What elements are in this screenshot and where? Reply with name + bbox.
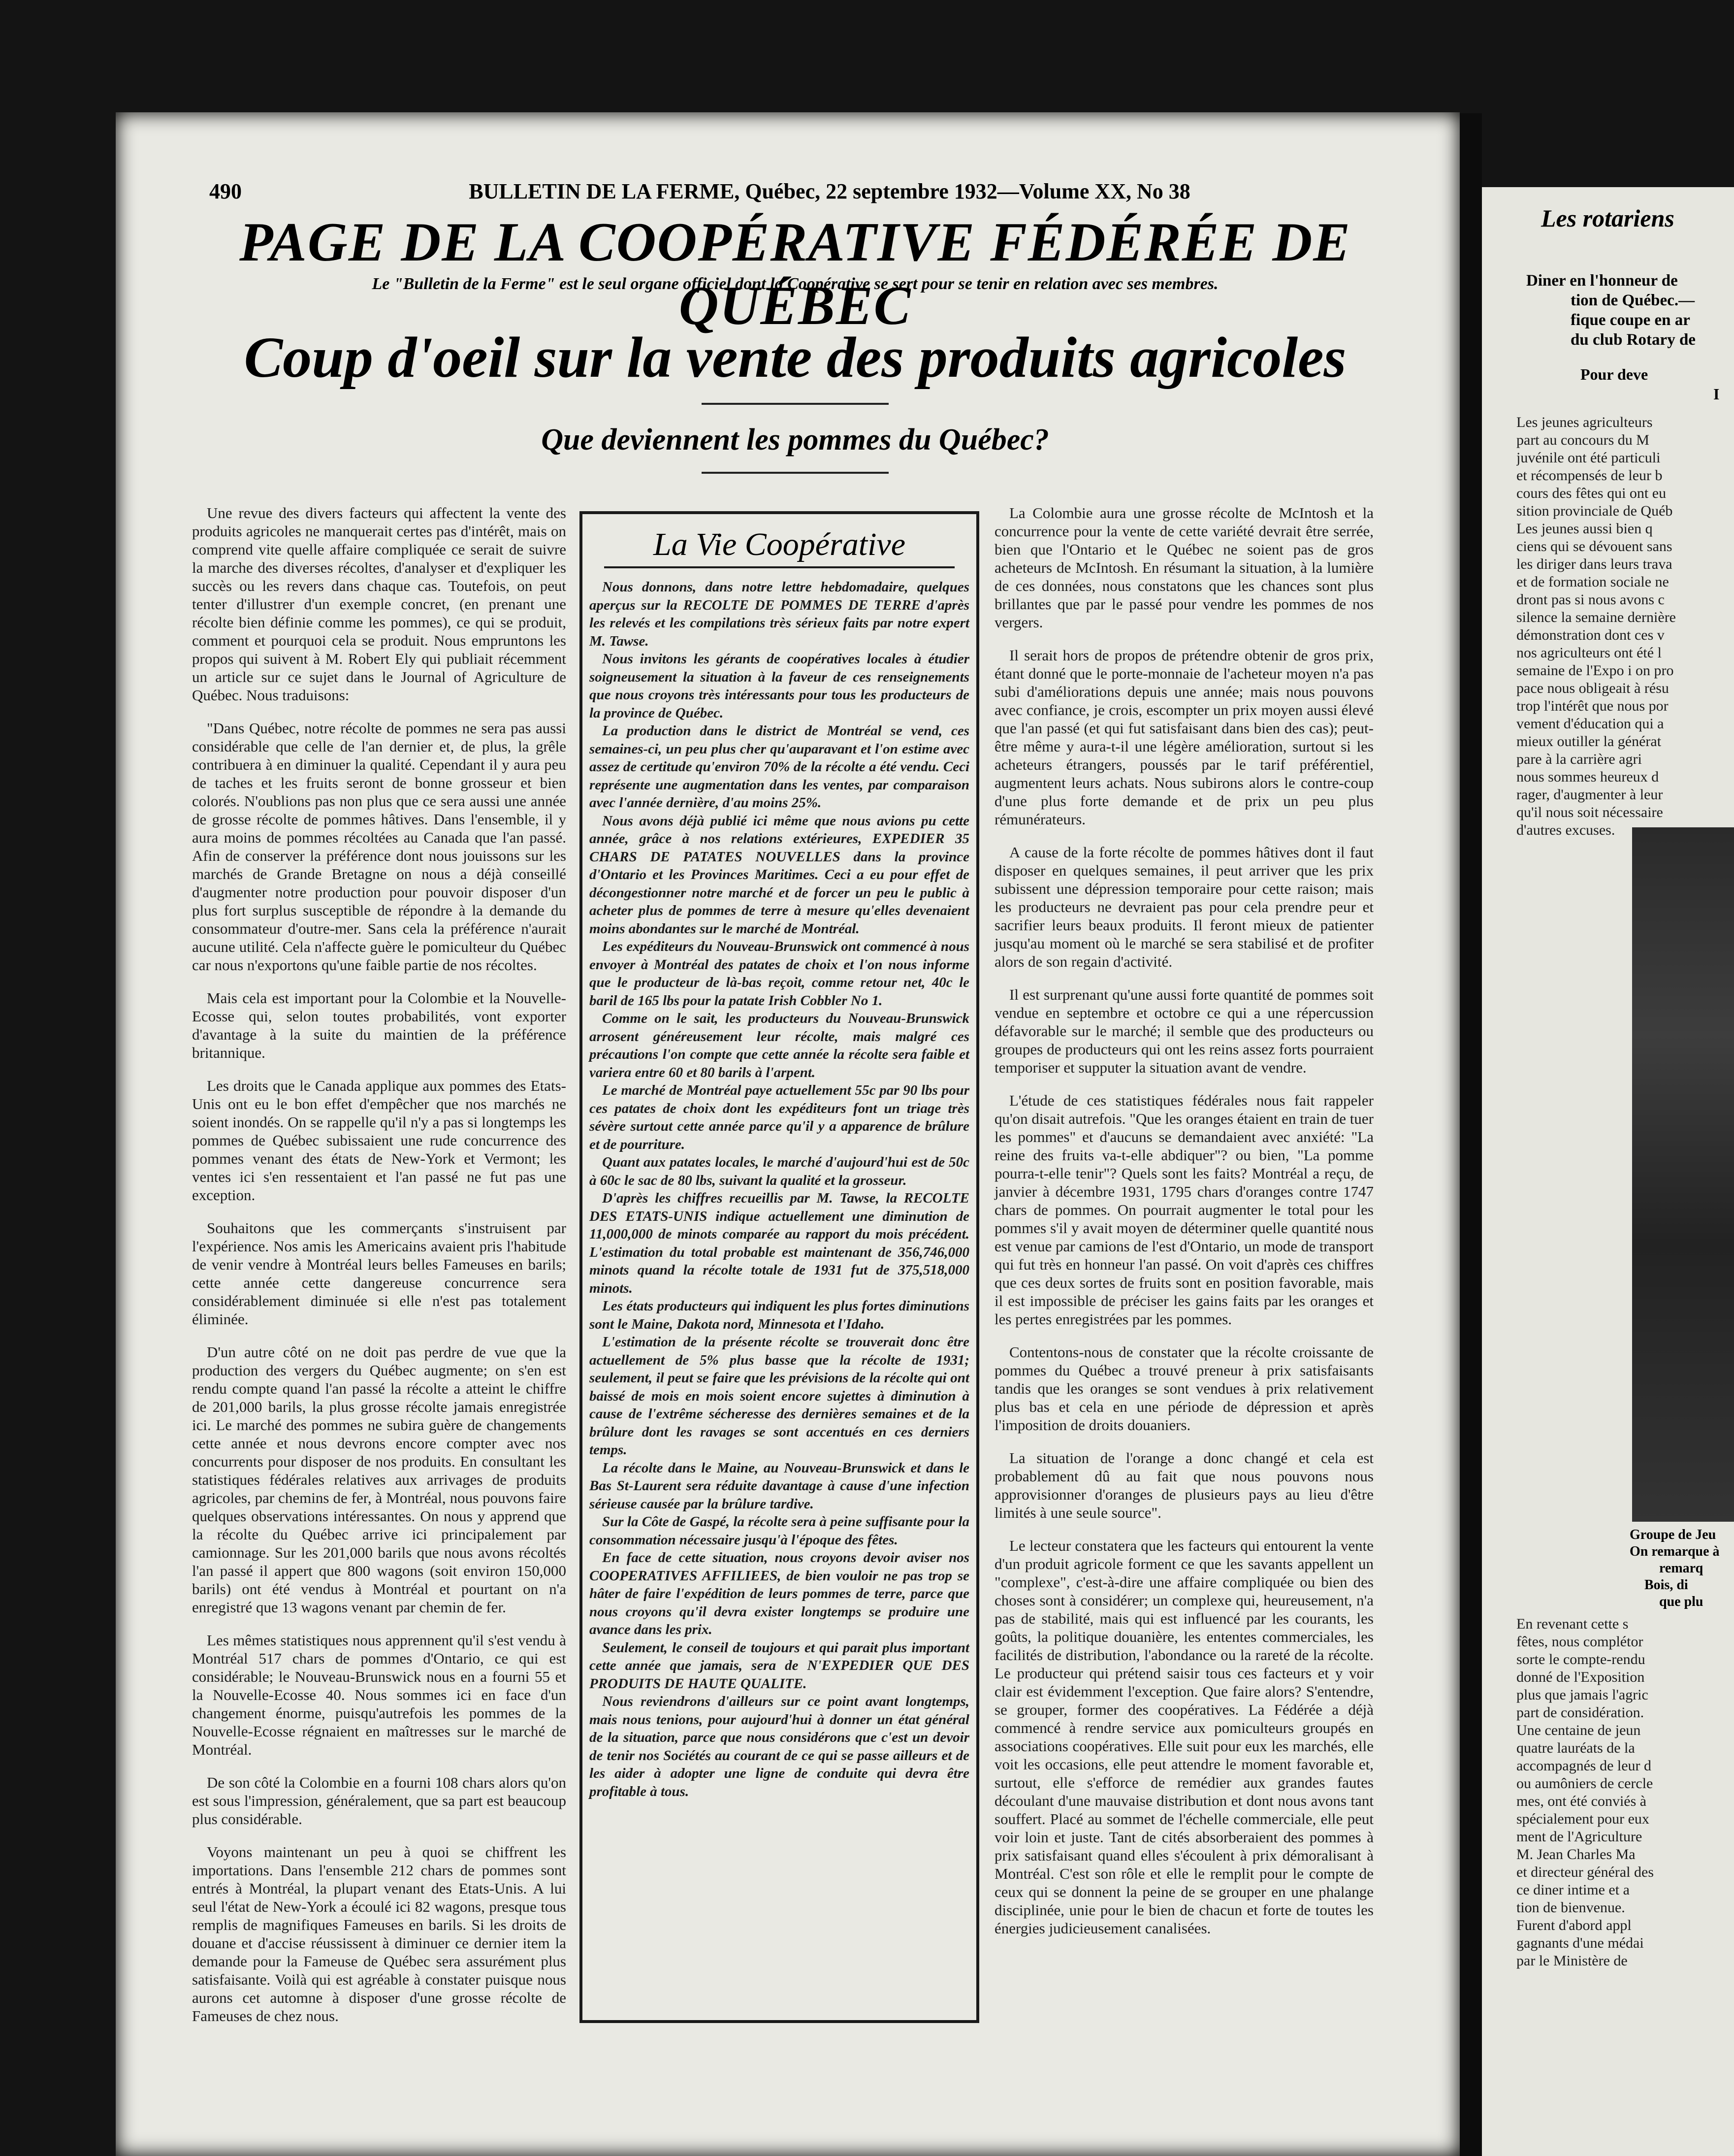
paragraph: Quant aux patates locales, le marché d'aujourd'hui est de 50c à 60c le sac de 80 lbs, suivant la qualité et la grosseur. — [589, 1154, 969, 1188]
text-line: mes, ont été conviés à — [1516, 1793, 1647, 1809]
left-column — [192, 504, 566, 2040]
paragraph: D'après les chiffres recueillis par M. Tawse, la RECOLTE DES ETATS-UNIS indique actuellement une diminution de 11,000,000 de minots comparée au rapport du mois précédent. L'estimation du total probable est maintenant de 356,746,000 minots quand la récolte totale de 1931 fut de 375,518,000 minots. — [589, 1190, 969, 1296]
text-line: ou aumôniers de cercle — [1516, 1775, 1653, 1792]
heading-line: Diner en l'honneur de — [1526, 272, 1678, 290]
paragraph: Contentons-nous de constater que la récolte croissante de pommes du Québec a trouvé preneur à prix satisfaisants tandis que les oranges se sont vendues à prix relativement plus bas et cela en une période de dépression et après l'imposition de droits douaniers. — [995, 1343, 1374, 1434]
text-line: sition provinciale de Québ — [1516, 503, 1673, 519]
text-line: accompagnés de leur d — [1516, 1758, 1652, 1774]
paragraph: Les expéditeurs du Nouveau-Brunswick ont commencé à nous envoyer à Montréal des patates de choix et l'on nous informe que le producteur de là-bas reçoit, comme retour net, 40c le baril de 165 lbs pour la patate Irish Cobbler No 1. — [589, 939, 969, 1009]
paragraph: Les droits que le Canada applique aux pommes des Etats-Unis ont eu le bon effet d'empêcher que nos marchés ne soient inondés. On se rappelle qu'il n'y a pas si longtemps les pommes de Québec subissaient une rude concurrence des pommes venant des états de New-York et Vermont; les ventes ici s'en ressentaient et l'an passé ne fut pas une exception. — [192, 1077, 566, 1204]
text-line: tion de bienvenue. — [1516, 1899, 1625, 1916]
text-line: d'autres excuses. — [1516, 822, 1615, 838]
text-line: pare à la carrière agri — [1516, 751, 1642, 767]
paragraph: L'estimation de la présente récolte se trouverait donc être actuellement de 5% plus basse que la récolte de 1931; seulement, il peut se faire que les prévisions de la récolte qui ont baissé de mois en mois soient encore sujettes à diminution à cause de l'extrême sécheresse des dernières semaines et de la brûlure dont les ravages se sont accentués en ces derniers temps. — [589, 1334, 969, 1458]
text-line: rager, d'augmenter à leur — [1516, 786, 1663, 803]
text-line: les diriger dans leurs trava — [1516, 556, 1672, 572]
issue-line: BULLETIN DE LA FERME, Québec, 22 septembre 1932—Volume XX, No 38 — [469, 179, 1190, 203]
running-header — [209, 179, 1386, 204]
adjacent-subheading — [1580, 364, 1719, 404]
caption-line: que plu — [1659, 1594, 1703, 1609]
paragraph: Nous invitons les gérants de coopératives locales à étudier soigneusement la situation à la faveur de ces renseignements que nous croyons très intéressants pour tous les producteurs de la province de Québec. — [589, 651, 969, 721]
heading-line: tion de Québec.— — [1571, 292, 1695, 309]
text-line: plus que jamais l'agric — [1516, 1687, 1648, 1703]
caption-line: On remarque à — [1630, 1544, 1720, 1559]
text-line: sorte le compte-rendu — [1516, 1651, 1645, 1667]
page-title: PAGE DE LA COOPÉRATIVE FÉDÉRÉE DE QUÉBEC — [239, 212, 1351, 336]
text-line: démonstration dont ces v — [1516, 627, 1665, 643]
paragraph: D'un autre côté on ne doit pas perdre de vue que la production des vergers du Québec augmente; on s'en est rendu compte quand l'an passé la récolte a atteint le chiffre de 201,000 barils, la plus grosse récolte jamais enregistrée ici. Le marché des pommes ne subira guère de changements cette année et nous devrons encore compter avec nos concurrents pour disposer de nos produits. En consultant les statistiques fédérales relatives aux arrivages de produits agricoles, par chemins de fer, à Montréal, nous pouvons faire quelques observations intéressantes. On nous y apprend que la récolte du Québec arrive ici principalement par camionnage. Sur les 201,000 barils que nous avons récoltés l'an passé il appert que 800 wagons (soit environ 150,000 barils) ont été vendus à Montréal et pourtant on n'a enregistré que 13 wagons venant par chemin de fer. — [192, 1343, 566, 1616]
paragraph: Souhaitons que les commerçants s'instruisent par l'expérience. Nos amis les Americains avaient pris l'habitude de venir vendre à Montréal leurs belles Fameuses en barils; cette année cette dangereuse concurrence sera considérablement diminuée si elle n'est pas totalement éliminée. — [192, 1219, 566, 1328]
text-line: pace nous obligeait à résu — [1516, 680, 1669, 696]
text-line: et directeur général des — [1516, 1864, 1654, 1880]
adjacent-page-title: Les rotariens — [1541, 204, 1674, 232]
text-line: juvénile ont été particuli — [1516, 450, 1661, 466]
text-line: gagnants d'une médai — [1516, 1935, 1644, 1951]
paragraph: Le marché de Montréal paye actuellement 55c par 90 lbs pour ces patates de choix dont les expéditeurs font un triage très sévère surtout cette année parce qu'il y a apparence de brûlure et de pourriture. — [589, 1082, 969, 1152]
adjacent-column-top — [1516, 414, 1734, 839]
text-line: cours des fêtes qui ont eu — [1516, 485, 1667, 501]
paragraph: Nous reviendrons d'ailleurs sur ce point avant longtemps, mais nous tenions, pour aujourd'hui à donner un état général de la situation, parce que nous considérons que c'est un devoir de tenir nos Sociétés au courant de ce qui se passe ailleurs et de les aider à adopter une ligne de conduite qui devra être profitable à tous. — [589, 1694, 969, 1799]
paragraph: La production dans le district de Montréal se vend, ces semaines-ci, un peu plus cher qu'auparavant et l'on estime avec assez de certitude qu'environ 70% de la récolte a été vendu. Ceci représente une augmentation dans les ventes, par comparaison avec l'année dernière, d'au moins 25%. — [589, 723, 969, 811]
photo-caption — [1630, 1527, 1734, 1610]
la-vie-cooperative-box — [579, 511, 979, 2023]
page-number: 490 — [209, 179, 242, 203]
paragraph: De son côté la Colombie en a fourni 108 chars alors qu'on est sous l'impression, généralement, que sa part est beaucoup plus considérable. — [192, 1774, 566, 1828]
paragraph: Il serait hors de propos de prétendre obtenir de gros prix, étant donné que le porte-monnaie de l'acheteur moyen n'a pas subi d'améliorations depuis une année; mais nous pouvons avec confiance, je crois, escompter un prix moyen aussi élevé que l'an passé (et qui fut satisfaisant dans bien des cas); peut-être même y aura-t-il une légère amélioration, surtout si les acheteurs étrangers, poussés par le tarif préférentiel, augmentent leurs achats. Nous subirons alors le contre-coup d'une plus forte demande et de prix un peu plus rémunérateurs. — [995, 647, 1374, 828]
text-line: trop l'intérêt que nous por — [1516, 698, 1669, 714]
paragraph: Nous donnons, dans notre lettre hebdomadaire, quelques aperçus sur la RECOLTE DE POMMES DE TERRE d'après les relevés et les compilations très sérieux faits par notre expert M. Tawse. — [589, 579, 969, 649]
text-line: et récompensés de leur b — [1516, 467, 1663, 484]
caption-line: remarq — [1659, 1561, 1703, 1576]
text-line: et de formation sociale ne — [1516, 574, 1669, 590]
text-line: dront pas si nous avons c — [1516, 591, 1665, 608]
text-line: En revenant cette s — [1516, 1616, 1629, 1632]
box-body — [589, 578, 969, 1800]
paragraph: Voyons maintenant un peu à quoi se chiffrent les importations. Dans l'ensemble 212 chars de pommes sont entrés à Montréal, la plupart venant des Etats-Unis. A lui seul l'état de New-York a écoulé ici 82 wagons, presque tous remplis de magnifiques Fameuses en barils. Si les droits de douane et d'accise réussissent à diminuer ce dernier item la demande pour la Fameuse de Québec sera assurément plus satisfaisante. Voilà qui est agréable à constater puisque nous aurons cet automne à disposer d'une grosse récolte de Fameuses de chez nous. — [192, 1843, 566, 2025]
paragraph: Le lecteur constatera que les facteurs qui entourent la vente d'un produit agricole forment ce que les savants appellent un "complexe", c'est-à-dire une affaire compliquée ou bien des choses sont à considérer; un complexe qui, heureusement, n'a pas de stabilité, mais qui est influencé par les courants, les goûts, la politique douanière, les ententes commerciales, les facilités de distribution, l'abondance ou la rareté de la récolte. Le producteur qui prétend saisir tous ces facteurs et y voir clair est évidemment l'exception. Que faire alors? S'entendre, se grouper, former des coopératives. La Fédérée a déjà commencé à rendre service aux pomiculteurs groupés en associations coopératives. Elle suit pour eux les marchés, elle voit les occasions, elle peut attendre le moment favorable et, surtout, elle s'efforce de remédier aux grandes fautes découlant d'une mauvaise distribution et dont nous avons tant souffert. Placé au sommet de l'échelle commerciale, elle peut voir loin et juste. Tant de cités absorberaient des pommes à prix satisfaisant quand elles s'écoulent à prix démoralisant à Montréal. C'est son rôle et elle le remplit pour le compte de ceux qui se donnent la peine de se grouper en une phalange disciplinée, unie pour le bien de chacun et forte de toutes les énergies judicieusement canalisées. — [995, 1537, 1374, 1937]
paragraph: Les états producteurs qui indiquent les plus fortes diminutions sont le Maine, Dakota nord, Minnesota et l'Idaho. — [589, 1298, 969, 1332]
article-headline: Coup d'oeil sur la vente des produits agricoles — [244, 325, 1347, 390]
paragraph: Mais cela est important pour la Colombie et la Nouvelle-Ecosse qui, selon toutes probabilités, vont exporter d'avantage à la suite du maintien de la préférence britannique. — [192, 989, 566, 1061]
paragraph: "Dans Québec, notre récolte de pommes ne sera pas aussi considérable que celle de l'an dernier et, de plus, la grêle contribuera à en diminuer la qualité. Cependant il y aura peu de taches et les fruits seront de bonne grosseur et bien colorés. N'oublions pas non plus que ce sera aussi une année de grosse récolte de pommes hâtives. Dans l'ensemble, il y aura moins de pommes récoltées au Canada que l'an passé. Afin de conserver la préférence dont nous jouissons sur les marchés de Grande Bretagne on nous a déjà conseillé d'augmenter notre production pour pouvoir disposer d'un plus fort surplus susceptible de répondre à la demande du consommateur d'outre-mer. Sans cela la préférence n'aurait aucune utilité. Cela n'affecte guère le pomiculteur du Québec car nous n'exportons qu'une faible partie de nos récoltes. — [192, 719, 566, 974]
paragraph: La récolte dans le Maine, au Nouveau-Brunswick et dans le Bas St-Laurent sera réduite davantage à cause d'une infection sérieuse causée par la brûlure tardive. — [589, 1460, 969, 1512]
paragraph: L'étude de ces statistiques fédérales nous fait rappeler qu'on disait autrefois. "Que les oranges étaient en train de tuer les pommes" et d'aucuns se demandaient avec anxiété: "La reine des fruits va-t-elle abdiquer"? ou bien, "La pomme pourra-t-elle tenir"? Quels sont les faits? Montréal a reçu, de janvier à décembre 1931, 1795 chars d'oranges contre 1747 chars de pommes. On pourrait augmenter le total pour les pommes s'il y avait moyen de déterminer quelle quantité nous est venue par camions de l'est d'Ontario, un mode de transport qui fut très en honneur l'an passé. On voit d'après ces chiffres que ces deux sortes de fruits sont en position favorable, mais il est impossible de préciser les gains faits par les oranges et les pertes enregistrées par les pommes. — [995, 1092, 1374, 1328]
text-line: Les jeunes agriculteurs — [1516, 414, 1653, 430]
text-line: fêtes, nous complétor — [1516, 1633, 1643, 1650]
binding-gutter — [1460, 113, 1482, 2156]
text-line: Furent d'abord appl — [1516, 1917, 1632, 1933]
subheading-line: Pour deve — [1580, 365, 1648, 383]
masthead-subtitle: Le "Bulletin de la Ferme" est le seul organe officiel dont la Coopérative se sert pour se tenir en relation avec ses membres. — [372, 275, 1219, 293]
text-line: ce diner intime et a — [1516, 1882, 1630, 1898]
newspaper-page — [116, 112, 1460, 2156]
paragraph: A cause de la forte récolte de pommes hâtives dont il faut disposer en quelques semaines, il peut arriver que les prix subissent une dépression temporaire pour cette raison; mais les producteurs ne devraient pas pour cela prendre peur et sacrifier leurs beaux produits. Il feront mieux de patienter jusqu'au moment où le marché se sera stabilisé et de profiter alors de son regain d'activité. — [995, 844, 1374, 970]
paragraph: Nous avons déjà publié ici même que nous avions pu cette année, grâce à nos relations extérieures, EXPEDIER 35 CHARS DE PATATES NOUVELLES dans la province d'Ontario et les Provinces Maritimes. Ceci a eu pour effet de décongestionner notre marché et de forcer un peu le public à acheter plus de pommes de terre à mesure qu'elles devenaient moins abondantes sur le marché de Montréal. — [589, 813, 969, 937]
paragraph: Une revue des divers facteurs qui affectent la vente des produits agricoles ne manquerait certes pas d'intérêt, mais on comprend vite quelle affaire compliquée ce serait de suivre la marche des diverses récoltes, d'analyser et d'expliquer les succès ou les revers dans chaque cas. Toutefois, on peut tenter d'illustrer d'un exemple concret, (en prenant une récolte bien définie comme les pommes), ce qui se produit, comment et pourquoi cela se produit. Nous empruntons les propos qui suivent à M. Robert Ely qui publiait récemment un article sur ce sujet dans le Journal of Agriculture de Québec. Nous traduisons: — [192, 504, 566, 704]
text-line: Une centaine de jeun — [1516, 1722, 1641, 1738]
divider — [702, 472, 889, 474]
text-line: nos agriculteurs ont été l — [1516, 645, 1662, 661]
text-line: ciens qui se dévouent sans — [1516, 538, 1672, 555]
right-column — [995, 504, 1374, 1952]
heading-line: fique coupe en ar — [1571, 311, 1690, 329]
paragraph: Comme on le sait, les producteurs du Nouveau-Brunswick arrosent généreusement leur récolte, mais malgré ces précautions l'on compte que cette année la récolte sera faible et variera entre 60 et 80 barils à l'arpent. — [589, 1011, 969, 1080]
paragraph: Seulement, le conseil de toujours et qui parait plus important cette année que jamais, sera de N'EXPEDIER QUE DES PRODUITS DE HAUTE QUALITE. — [589, 1639, 969, 1692]
group-photo — [1632, 827, 1734, 1522]
adjacent-heading — [1526, 271, 1734, 350]
divider — [702, 403, 889, 405]
adjacent-page — [1482, 187, 1734, 2156]
paragraph: Les mêmes statistiques nous apprennent qu'il s'est vendu à Montréal 517 chars de pommes d'Ontario, ce qui est considérable; le Nouveau-Brunswick nous en a fourni 55 et la Nouvelle-Ecosse 40. Nous sommes ici en face d'un changement énorme, puisqu'autrefois les pommes de la Nouvelle-Ecosse régnaient en maîtresses sur le marché de Montréal. — [192, 1632, 566, 1758]
text-line: M. Jean Charles Ma — [1516, 1846, 1636, 1862]
caption-line: Bois, di — [1644, 1577, 1688, 1593]
paragraph: En face de cette situation, nous croyons devoir aviser nos COOPERATIVES AFFILIEES, de bien vouloir ne pas trop se hâter de faire l'expédition de leurs pommes de terre, parce que nous croyons qu'il devra exister longtemps se produire une avance dans les prix. — [589, 1550, 969, 1637]
box-title: La Vie Coopérative — [653, 526, 905, 562]
divider — [604, 566, 955, 568]
article-subhead: Que deviennent les pommes du Québec? — [541, 423, 1049, 457]
text-line: silence la semaine dernière — [1516, 609, 1676, 625]
text-line: donné de l'Exposition — [1516, 1669, 1645, 1685]
text-line: qu'il nous soit nécessaire — [1516, 804, 1663, 820]
text-line: semaine de l'Expo i on pro — [1516, 662, 1674, 679]
text-line: part au concours du M — [1516, 432, 1649, 448]
text-line: spécialement pour eux — [1516, 1811, 1649, 1827]
heading-line: du club Rotary de — [1571, 331, 1696, 349]
text-line: ment de l'Agriculture — [1516, 1829, 1642, 1845]
text-line: nous sommes heureux d — [1516, 769, 1659, 785]
text-line: mieux outiller la générat — [1516, 733, 1662, 750]
text-line: vement d'éducation qui a — [1516, 716, 1664, 732]
text-line: quatre lauréats de la — [1516, 1740, 1635, 1756]
text-line: Les jeunes aussi bien q — [1516, 521, 1653, 537]
paragraph: La situation de l'orange a donc changé et cela est probablement dû au fait que nous pouvons nous approvisionner d'oranges de plusieurs pays au lieu d'être limités à une seule source". — [995, 1449, 1374, 1521]
paragraph: La Colombie aura une grosse récolte de McIntosh et la concurrence pour la vente de cette variété devrait être serrée, bien que l'Ontario et le Québec ne soient pas de gros acheteurs de McIntosh. En résumant la situation, à la lumière de ces données, nous constatons que les chances sont plus brillantes que par le passé pour vendre les pommes de nos vergers. — [995, 504, 1374, 631]
text-line: par le Ministère de — [1516, 1953, 1628, 1969]
text-line: part de considération. — [1516, 1704, 1644, 1721]
adjacent-column-bottom — [1516, 1615, 1734, 1970]
paragraph: Il est surprenant qu'une aussi forte quantité de pommes soit vendue en septembre et octobre ce qui a une répercussion défavorable sur le marché; il semble que des producteurs ou groupes de producteurs qui ont les reins assez forts pourraient temporiser et supputer la situation avant de vendre. — [995, 986, 1374, 1076]
paragraph: Sur la Côte de Gaspé, la récolte sera à peine suffisante pour la consommation nécessaire jusqu'à l'époque des fêtes. — [589, 1514, 969, 1548]
subheading-line: I — [1713, 385, 1720, 403]
caption-line: Groupe de Jeu — [1630, 1527, 1716, 1542]
